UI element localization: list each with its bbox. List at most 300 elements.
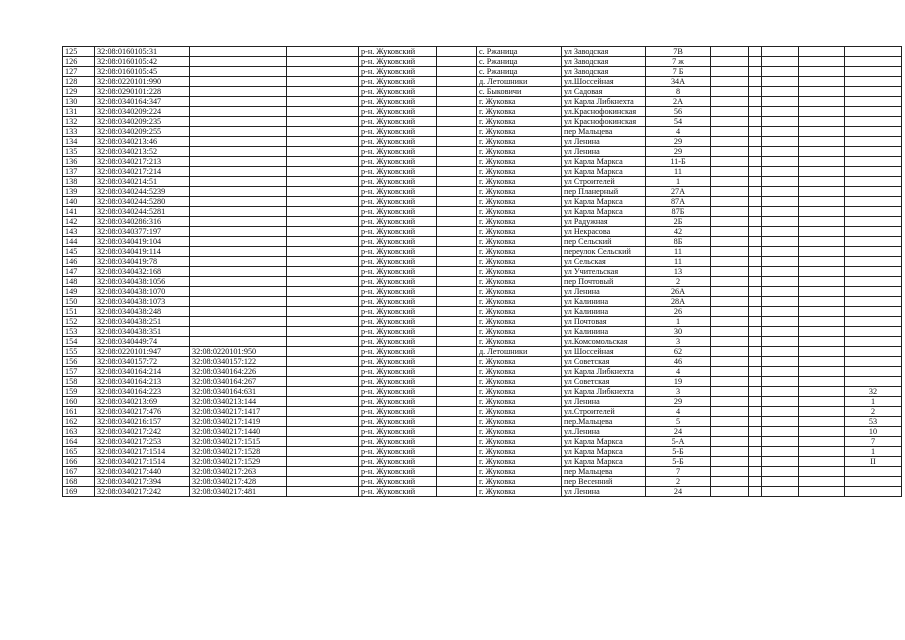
cell-house: 29 xyxy=(646,137,711,147)
cell-cad1: 32:08:0340164:223 xyxy=(95,387,190,397)
table-row xyxy=(63,457,902,467)
cell-blank6 xyxy=(799,97,845,107)
cell-num: 130 xyxy=(63,97,95,107)
cell-extra xyxy=(845,157,902,167)
cell-cad2: 32:08:0340164:631 xyxy=(190,387,287,397)
cell-blank2 xyxy=(437,237,477,247)
cell-blank2 xyxy=(437,207,477,217)
cell-street: ул Ленина xyxy=(562,137,646,147)
cell-blank4 xyxy=(749,147,762,157)
cell-extra xyxy=(845,337,902,347)
cell-extra: 1 xyxy=(845,447,902,457)
cell-house: 7 Б xyxy=(646,67,711,77)
cell-locality: с. Ржаница xyxy=(477,57,562,67)
cell-blank3 xyxy=(711,197,749,207)
cell-street: ул Карла Либкнехта xyxy=(562,97,646,107)
cell-num: 159 xyxy=(63,387,95,397)
cell-house: 7 xyxy=(646,467,711,477)
cell-district: р-н. Жуковский xyxy=(359,437,437,447)
cell-locality: с. Ржаница xyxy=(477,47,562,57)
cell-blank5 xyxy=(762,57,799,67)
cell-street: ул.Ленина xyxy=(562,427,646,437)
cell-blank3 xyxy=(711,57,749,67)
cell-blank4 xyxy=(749,217,762,227)
cell-blank4 xyxy=(749,87,762,97)
cell-extra xyxy=(845,187,902,197)
cell-district: р-н. Жуковский xyxy=(359,57,437,67)
cell-blank2 xyxy=(437,57,477,67)
cell-locality: г. Жуковка xyxy=(477,407,562,417)
cell-blank3 xyxy=(711,337,749,347)
cell-cad1: 32:08:0340244:5280 xyxy=(95,197,190,207)
cell-blank6 xyxy=(799,467,845,477)
cell-num: 167 xyxy=(63,467,95,477)
cell-extra xyxy=(845,257,902,267)
cell-house: 3 xyxy=(646,337,711,347)
cell-district: р-н. Жуковский xyxy=(359,327,437,337)
cell-district: р-н. Жуковский xyxy=(359,87,437,97)
cell-blank4 xyxy=(749,67,762,77)
cell-blank5 xyxy=(762,407,799,417)
cell-cad2: 32:08:0340213:144 xyxy=(190,397,287,407)
cell-extra xyxy=(845,317,902,327)
cell-num: 147 xyxy=(63,267,95,277)
cell-blank1 xyxy=(287,97,359,107)
cell-house: 5-А xyxy=(646,437,711,447)
cell-blank1 xyxy=(287,217,359,227)
cell-extra xyxy=(845,47,902,57)
cell-blank6 xyxy=(799,477,845,487)
cell-house: 24 xyxy=(646,427,711,437)
cell-blank4 xyxy=(749,77,762,87)
cell-blank2 xyxy=(437,197,477,207)
cell-blank4 xyxy=(749,477,762,487)
cell-blank1 xyxy=(287,437,359,447)
cell-blank2 xyxy=(437,287,477,297)
cell-blank1 xyxy=(287,417,359,427)
cell-district: р-н. Жуковский xyxy=(359,177,437,187)
cell-num: 145 xyxy=(63,247,95,257)
cell-cad2: 32:08:0340217:1440 xyxy=(190,427,287,437)
cell-locality: г. Жуковка xyxy=(477,217,562,227)
table-body xyxy=(63,47,902,497)
cell-blank3 xyxy=(711,487,749,497)
cell-blank3 xyxy=(711,267,749,277)
cell-cad1: 32:08:0340216:157 xyxy=(95,417,190,427)
cell-house: 19 xyxy=(646,377,711,387)
cell-locality: г. Жуковка xyxy=(477,367,562,377)
cell-blank4 xyxy=(749,367,762,377)
cell-cad2 xyxy=(190,107,287,117)
cell-blank2 xyxy=(437,177,477,187)
cell-district: р-н. Жуковский xyxy=(359,277,437,287)
cell-blank5 xyxy=(762,367,799,377)
cell-cad2: 32:08:0340217:1417 xyxy=(190,407,287,417)
cell-locality: г. Жуковка xyxy=(477,387,562,397)
cell-cad2: 32:08:0340217:1528 xyxy=(190,447,287,457)
cell-district: р-н. Жуковский xyxy=(359,117,437,127)
cell-blank2 xyxy=(437,157,477,167)
cell-district: р-н. Жуковский xyxy=(359,297,437,307)
cell-cad1: 32:08:0340213:46 xyxy=(95,137,190,147)
cell-blank6 xyxy=(799,197,845,207)
cell-blank4 xyxy=(749,357,762,367)
cell-blank1 xyxy=(287,387,359,397)
cell-cad1: 32:08:0160105:31 xyxy=(95,47,190,57)
cell-cad1: 32:08:0340419:114 xyxy=(95,247,190,257)
cell-blank6 xyxy=(799,297,845,307)
cell-num: 158 xyxy=(63,377,95,387)
cell-num: 129 xyxy=(63,87,95,97)
cell-locality: г. Жуковка xyxy=(477,257,562,267)
cell-extra: 10 xyxy=(845,427,902,437)
cell-district: р-н. Жуковский xyxy=(359,447,437,457)
cell-num: 140 xyxy=(63,197,95,207)
cell-num: 128 xyxy=(63,77,95,87)
cell-num: 136 xyxy=(63,157,95,167)
cell-blank3 xyxy=(711,287,749,297)
cell-street: ул Садовая xyxy=(562,87,646,97)
cell-num: 160 xyxy=(63,397,95,407)
cell-street: ул.Шоссейная xyxy=(562,77,646,87)
cell-blank4 xyxy=(749,57,762,67)
cell-locality: г. Жуковка xyxy=(477,447,562,457)
cell-district: р-н. Жуковский xyxy=(359,407,437,417)
cell-blank4 xyxy=(749,177,762,187)
cell-blank2 xyxy=(437,447,477,457)
cell-blank1 xyxy=(287,407,359,417)
cell-locality: г. Жуковка xyxy=(477,467,562,477)
cell-extra xyxy=(845,107,902,117)
cell-cad1: 32:08:0340214:51 xyxy=(95,177,190,187)
cell-blank6 xyxy=(799,347,845,357)
cell-blank1 xyxy=(287,237,359,247)
cell-locality: г. Жуковка xyxy=(477,417,562,427)
cell-extra xyxy=(845,367,902,377)
cell-extra xyxy=(845,327,902,337)
cell-house: 30 xyxy=(646,327,711,337)
table-row xyxy=(63,377,902,387)
cell-street: ул Сельская xyxy=(562,257,646,267)
cell-cad2 xyxy=(190,57,287,67)
cell-blank4 xyxy=(749,47,762,57)
cell-blank4 xyxy=(749,257,762,267)
cell-street: ул Ленина xyxy=(562,147,646,157)
cell-blank2 xyxy=(437,347,477,357)
cell-blank5 xyxy=(762,447,799,457)
cell-street: ул Карла Маркса xyxy=(562,167,646,177)
cell-street: ул Ленина xyxy=(562,487,646,497)
cell-blank6 xyxy=(799,327,845,337)
cell-street: ул Шоссейная xyxy=(562,347,646,357)
cell-blank6 xyxy=(799,147,845,157)
table-row xyxy=(63,277,902,287)
cell-blank6 xyxy=(799,287,845,297)
cell-num: 151 xyxy=(63,307,95,317)
cell-cad2 xyxy=(190,97,287,107)
cell-district: р-н. Жуковский xyxy=(359,247,437,257)
cell-district: р-н. Жуковский xyxy=(359,487,437,497)
cell-blank2 xyxy=(437,317,477,327)
cell-cad2 xyxy=(190,47,287,57)
cell-cad1: 32:08:0340419:104 xyxy=(95,237,190,247)
cell-cad2 xyxy=(190,177,287,187)
cell-blank5 xyxy=(762,317,799,327)
cell-locality: г. Жуковка xyxy=(477,397,562,407)
cell-blank1 xyxy=(287,367,359,377)
cell-blank3 xyxy=(711,77,749,87)
cell-num: 149 xyxy=(63,287,95,297)
cell-blank3 xyxy=(711,297,749,307)
cell-locality: г. Жуковка xyxy=(477,287,562,297)
table-row xyxy=(63,77,902,87)
cell-cad1: 32:08:0340217:213 xyxy=(95,157,190,167)
cell-blank4 xyxy=(749,207,762,217)
cell-blank1 xyxy=(287,57,359,67)
cell-blank6 xyxy=(799,457,845,467)
cell-blank5 xyxy=(762,427,799,437)
cell-locality: г. Жуковка xyxy=(477,277,562,287)
cell-num: 155 xyxy=(63,347,95,357)
cell-blank3 xyxy=(711,167,749,177)
cell-house: 27А xyxy=(646,187,711,197)
cell-locality: г. Жуковка xyxy=(477,177,562,187)
cell-district: р-н. Жуковский xyxy=(359,207,437,217)
cell-cad1: 32:08:0160105:42 xyxy=(95,57,190,67)
cell-house: 26 xyxy=(646,307,711,317)
cell-blank6 xyxy=(799,437,845,447)
table-row xyxy=(63,247,902,257)
cell-extra xyxy=(845,117,902,127)
cell-blank3 xyxy=(711,437,749,447)
cell-cad1: 32:08:0340449:74 xyxy=(95,337,190,347)
cell-extra xyxy=(845,127,902,137)
cell-district: р-н. Жуковский xyxy=(359,337,437,347)
cell-blank1 xyxy=(287,187,359,197)
cell-num: 146 xyxy=(63,257,95,267)
cell-blank6 xyxy=(799,177,845,187)
cell-blank1 xyxy=(287,127,359,137)
cell-blank2 xyxy=(437,187,477,197)
cell-blank6 xyxy=(799,387,845,397)
cell-blank6 xyxy=(799,237,845,247)
cell-blank6 xyxy=(799,117,845,127)
cell-blank1 xyxy=(287,147,359,157)
cell-blank6 xyxy=(799,227,845,237)
cell-cad2 xyxy=(190,67,287,77)
cell-blank5 xyxy=(762,347,799,357)
cell-blank4 xyxy=(749,137,762,147)
cell-blank5 xyxy=(762,377,799,387)
cell-street: ул Ленина xyxy=(562,397,646,407)
table-row xyxy=(63,227,902,237)
cell-district: р-н. Жуковский xyxy=(359,467,437,477)
cell-blank2 xyxy=(437,487,477,497)
cell-blank5 xyxy=(762,417,799,427)
cell-street: ул.Комсомольская xyxy=(562,337,646,347)
table-row xyxy=(63,107,902,117)
cell-locality: г. Жуковка xyxy=(477,457,562,467)
cell-blank5 xyxy=(762,437,799,447)
cell-cad1: 32:08:0340217:242 xyxy=(95,427,190,437)
cell-blank2 xyxy=(437,97,477,107)
cell-blank4 xyxy=(749,487,762,497)
cell-blank1 xyxy=(287,117,359,127)
cell-blank5 xyxy=(762,457,799,467)
cell-house: 2Б xyxy=(646,217,711,227)
cell-blank1 xyxy=(287,197,359,207)
cell-street: ул Карла Маркса xyxy=(562,437,646,447)
cell-blank1 xyxy=(287,347,359,357)
cell-blank2 xyxy=(437,367,477,377)
cell-extra xyxy=(845,357,902,367)
cell-blank2 xyxy=(437,107,477,117)
table-row xyxy=(63,427,902,437)
cell-blank4 xyxy=(749,407,762,417)
cell-blank3 xyxy=(711,227,749,237)
cell-cad2 xyxy=(190,267,287,277)
cell-house: 3 xyxy=(646,387,711,397)
cell-extra xyxy=(845,277,902,287)
cell-locality: с. Быковичи xyxy=(477,87,562,97)
cell-district: р-н. Жуковский xyxy=(359,457,437,467)
cell-street: ул Карла Маркса xyxy=(562,447,646,457)
cell-district: р-н. Жуковский xyxy=(359,107,437,117)
cell-blank5 xyxy=(762,197,799,207)
cell-cad2: 32:08:0340217:428 xyxy=(190,477,287,487)
table-row xyxy=(63,87,902,97)
cell-street: ул Заводская xyxy=(562,67,646,77)
cell-blank3 xyxy=(711,457,749,467)
table-row xyxy=(63,327,902,337)
cell-blank6 xyxy=(799,267,845,277)
cell-cad2 xyxy=(190,337,287,347)
cell-blank5 xyxy=(762,117,799,127)
cell-blank3 xyxy=(711,327,749,337)
cell-blank2 xyxy=(437,337,477,347)
cell-cad1: 32:08:0340438:251 xyxy=(95,317,190,327)
cell-cad2 xyxy=(190,157,287,167)
table-row xyxy=(63,187,902,197)
cell-blank1 xyxy=(287,447,359,457)
cell-extra xyxy=(845,177,902,187)
cell-blank1 xyxy=(287,67,359,77)
cell-blank5 xyxy=(762,337,799,347)
cell-num: 169 xyxy=(63,487,95,497)
cell-cad2 xyxy=(190,297,287,307)
cell-blank2 xyxy=(437,277,477,287)
cell-locality: г. Жуковка xyxy=(477,337,562,347)
cell-cad2 xyxy=(190,117,287,127)
cell-num: 131 xyxy=(63,107,95,117)
cell-house: 8Б xyxy=(646,237,711,247)
cell-blank1 xyxy=(287,77,359,87)
table-row xyxy=(63,197,902,207)
cell-blank4 xyxy=(749,97,762,107)
cell-locality: г. Жуковка xyxy=(477,267,562,277)
cell-blank6 xyxy=(799,247,845,257)
cell-street: пер Почтовый xyxy=(562,277,646,287)
table-row xyxy=(63,217,902,227)
cell-blank4 xyxy=(749,397,762,407)
cell-district: р-н. Жуковский xyxy=(359,267,437,277)
cell-locality: г. Жуковка xyxy=(477,157,562,167)
cell-num: 132 xyxy=(63,117,95,127)
cell-locality: г. Жуковка xyxy=(477,117,562,127)
cell-extra xyxy=(845,267,902,277)
cell-house: 7 ж xyxy=(646,57,711,67)
table-row xyxy=(63,67,902,77)
cell-blank4 xyxy=(749,287,762,297)
cell-cad1: 32:08:0340217:242 xyxy=(95,487,190,497)
cell-cad2: 32:08:0340217:1515 xyxy=(190,437,287,447)
cell-num: 150 xyxy=(63,297,95,307)
cell-district: р-н. Жуковский xyxy=(359,167,437,177)
cell-street: ул Карла Либкнехта xyxy=(562,367,646,377)
cell-extra: 53 xyxy=(845,417,902,427)
cell-num: 143 xyxy=(63,227,95,237)
cell-num: 161 xyxy=(63,407,95,417)
cell-blank2 xyxy=(437,297,477,307)
cell-locality: г. Жуковка xyxy=(477,137,562,147)
cell-house: 2 xyxy=(646,277,711,287)
cell-cad2 xyxy=(190,327,287,337)
cell-street: пер Мальцева xyxy=(562,127,646,137)
cell-house: 4 xyxy=(646,367,711,377)
table-row xyxy=(63,147,902,157)
cell-cad1: 32:08:0340157:72 xyxy=(95,357,190,367)
cell-cad2 xyxy=(190,197,287,207)
cell-num: 125 xyxy=(63,47,95,57)
cell-blank5 xyxy=(762,207,799,217)
cell-cad2: 32:08:0340217:263 xyxy=(190,467,287,477)
cell-street: ул Советская xyxy=(562,357,646,367)
cell-blank4 xyxy=(749,377,762,387)
cell-blank2 xyxy=(437,357,477,367)
cell-cad1: 32:08:0340164:347 xyxy=(95,97,190,107)
cell-num: 168 xyxy=(63,477,95,487)
cell-blank3 xyxy=(711,277,749,287)
cell-extra xyxy=(845,237,902,247)
cell-blank6 xyxy=(799,407,845,417)
table-row xyxy=(63,117,902,127)
cell-blank2 xyxy=(437,457,477,467)
cell-district: р-н. Жуковский xyxy=(359,397,437,407)
cell-cad1: 32:08:0340286:316 xyxy=(95,217,190,227)
cell-locality: д. Летошники xyxy=(477,77,562,87)
cell-blank6 xyxy=(799,77,845,87)
cell-blank6 xyxy=(799,257,845,267)
cell-house: 42 xyxy=(646,227,711,237)
cell-blank3 xyxy=(711,147,749,157)
cell-blank6 xyxy=(799,157,845,167)
cell-cad2 xyxy=(190,207,287,217)
table-row xyxy=(63,257,902,267)
cell-blank4 xyxy=(749,347,762,357)
cell-blank3 xyxy=(711,67,749,77)
cell-blank1 xyxy=(287,317,359,327)
cell-blank5 xyxy=(762,127,799,137)
cell-blank2 xyxy=(437,437,477,447)
cell-locality: г. Жуковка xyxy=(477,97,562,107)
cell-district: р-н. Жуковский xyxy=(359,307,437,317)
cell-blank3 xyxy=(711,377,749,387)
cell-cad2 xyxy=(190,147,287,157)
cell-cad2 xyxy=(190,217,287,227)
cell-blank1 xyxy=(287,397,359,407)
cell-locality: г. Жуковка xyxy=(477,107,562,117)
cell-extra xyxy=(845,167,902,177)
